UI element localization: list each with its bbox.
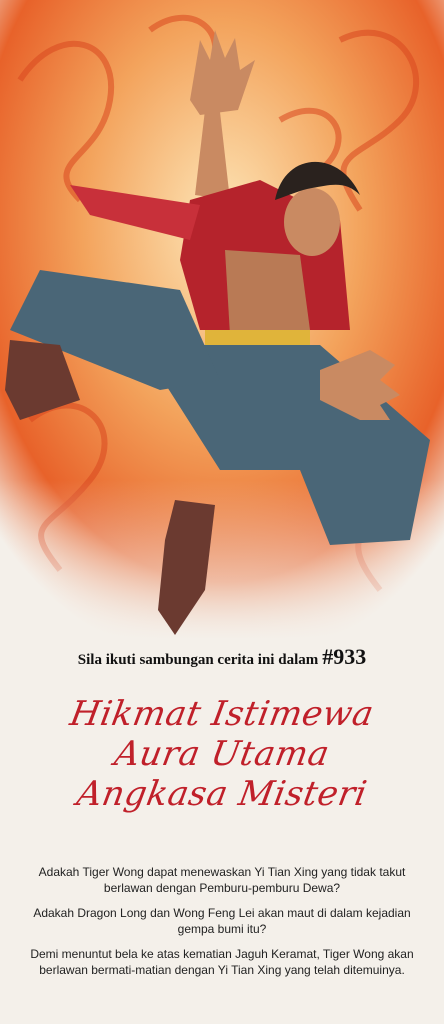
synopsis-paragraph: Adakah Tiger Wong dapat menewaskan Yi Tian Xing yang tidak takut berlawan dengan Pemburu-pemburu Dewa?	[38, 865, 406, 895]
teaser-text: Sila ikuti sambungan cerita ini dalam	[77, 652, 319, 668]
title-line-1: Hikmat Istimewa	[67, 694, 377, 734]
title-line-2: Aura Utama	[111, 734, 333, 774]
continuation-teaser	[0, 644, 444, 670]
synopsis	[30, 864, 414, 987]
issue-number: #933	[322, 644, 367, 669]
synopsis-paragraph: Adakah Dragon Long dan Wong Feng Lei akan maut di dalam kejadian gempa bumi itu?	[33, 906, 411, 936]
synopsis-paragraph: Demi menuntut bela ke atas kematian Jaguh Keramat, Tiger Wong akan berlawan bermati-matian dengan Yi Tian Xing yang telah ditemuinya.	[30, 947, 414, 977]
title-line-3: Angkasa Misteri	[73, 774, 371, 814]
next-issue-title	[0, 694, 444, 814]
